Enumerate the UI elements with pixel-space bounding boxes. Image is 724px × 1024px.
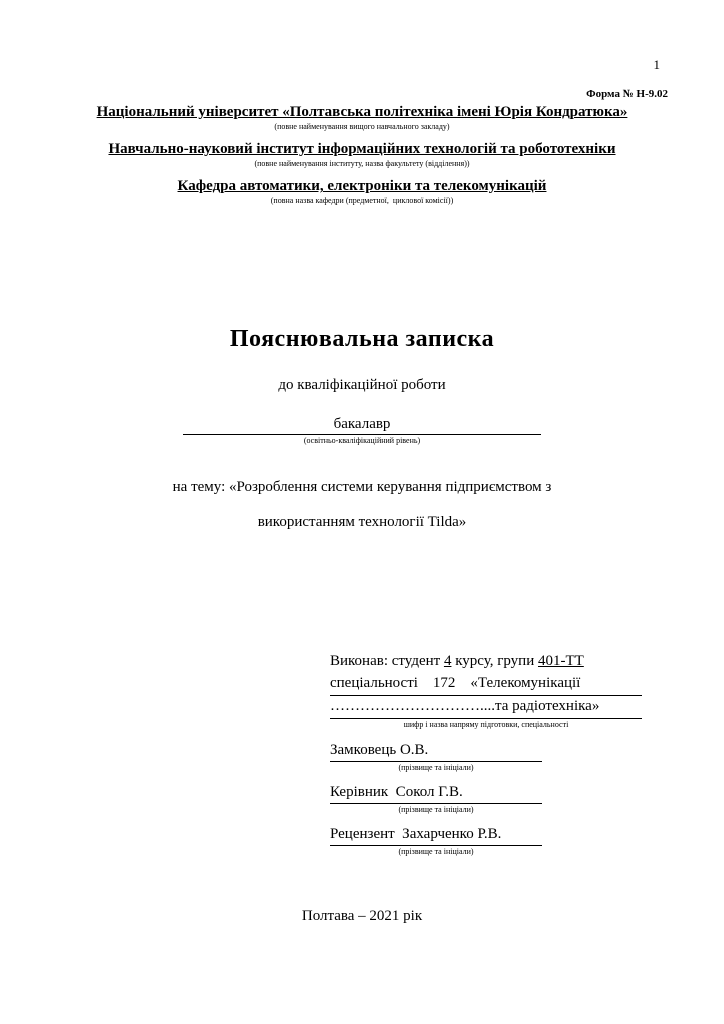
reviewer-name-caption: (прізвище та ініціали) — [398, 847, 474, 857]
university-caption: (повне найменування вищого навчального закладу) — [274, 122, 450, 131]
supervisor-name-caption: (прізвище та ініціали) — [398, 804, 474, 814]
page-number: 1 — [653, 57, 660, 72]
qualification-level-caption: (освітньо-кваліфікаційний рівень) — [303, 436, 421, 445]
performed-by-line — [330, 650, 642, 673]
city-year: Полтава – 2021 рік — [301, 908, 423, 924]
department-caption: (повна назва кафедри (предметної, циклової комісії)) — [270, 196, 454, 206]
student-name: Замковець О.В. — [330, 740, 542, 762]
university-name: Національний університет «Полтавська політехніка імені Юрія Кондратюка» — [96, 104, 628, 120]
institute-name: Навчально-науковий інститут інформаційних технологій та робототехніки — [108, 141, 616, 158]
course-number: 4 — [443, 653, 452, 669]
specialty-line-1: спеціальності 172 «Телекомунікації — [330, 673, 642, 696]
document-subtitle: до кваліфікаційної роботи — [278, 377, 446, 393]
specialty-line-2: …………………………....та радіотехніка» — [330, 696, 642, 719]
form-code: Форма № Н-9.02 — [586, 88, 668, 100]
author-block — [330, 650, 642, 857]
topic-line-1: на тему: «Розроблення системи керування підприємством з — [172, 479, 552, 496]
qualification-level: бакалавр — [183, 416, 541, 435]
topic-line-2: використанням технології Tilda» — [257, 513, 467, 530]
specialty-caption: шифр і назва напряму підготовки, спеціальності — [403, 719, 569, 729]
student-name-caption: (прізвище та ініціали) — [398, 762, 474, 772]
institute-caption: (повне найменування інституту, назва факультету (відділення)) — [254, 159, 470, 169]
document-header — [55, 103, 669, 215]
reviewer-name: Рецензент Захарченко Р.В. — [330, 824, 542, 846]
topic — [0, 470, 724, 539]
document-title: Пояснювальна записка — [229, 326, 495, 352]
department-name: Кафедра автоматики, електроніки та телекомунікацій — [177, 178, 547, 195]
performed-by-prefix: Виконав: студент — [330, 653, 444, 669]
title-block — [0, 326, 724, 539]
group-number: 401-ТТ — [537, 653, 584, 669]
supervisor-name: Керівник Сокол Г.В. — [330, 782, 542, 804]
performed-by-mid: курсу, групи — [451, 653, 538, 669]
